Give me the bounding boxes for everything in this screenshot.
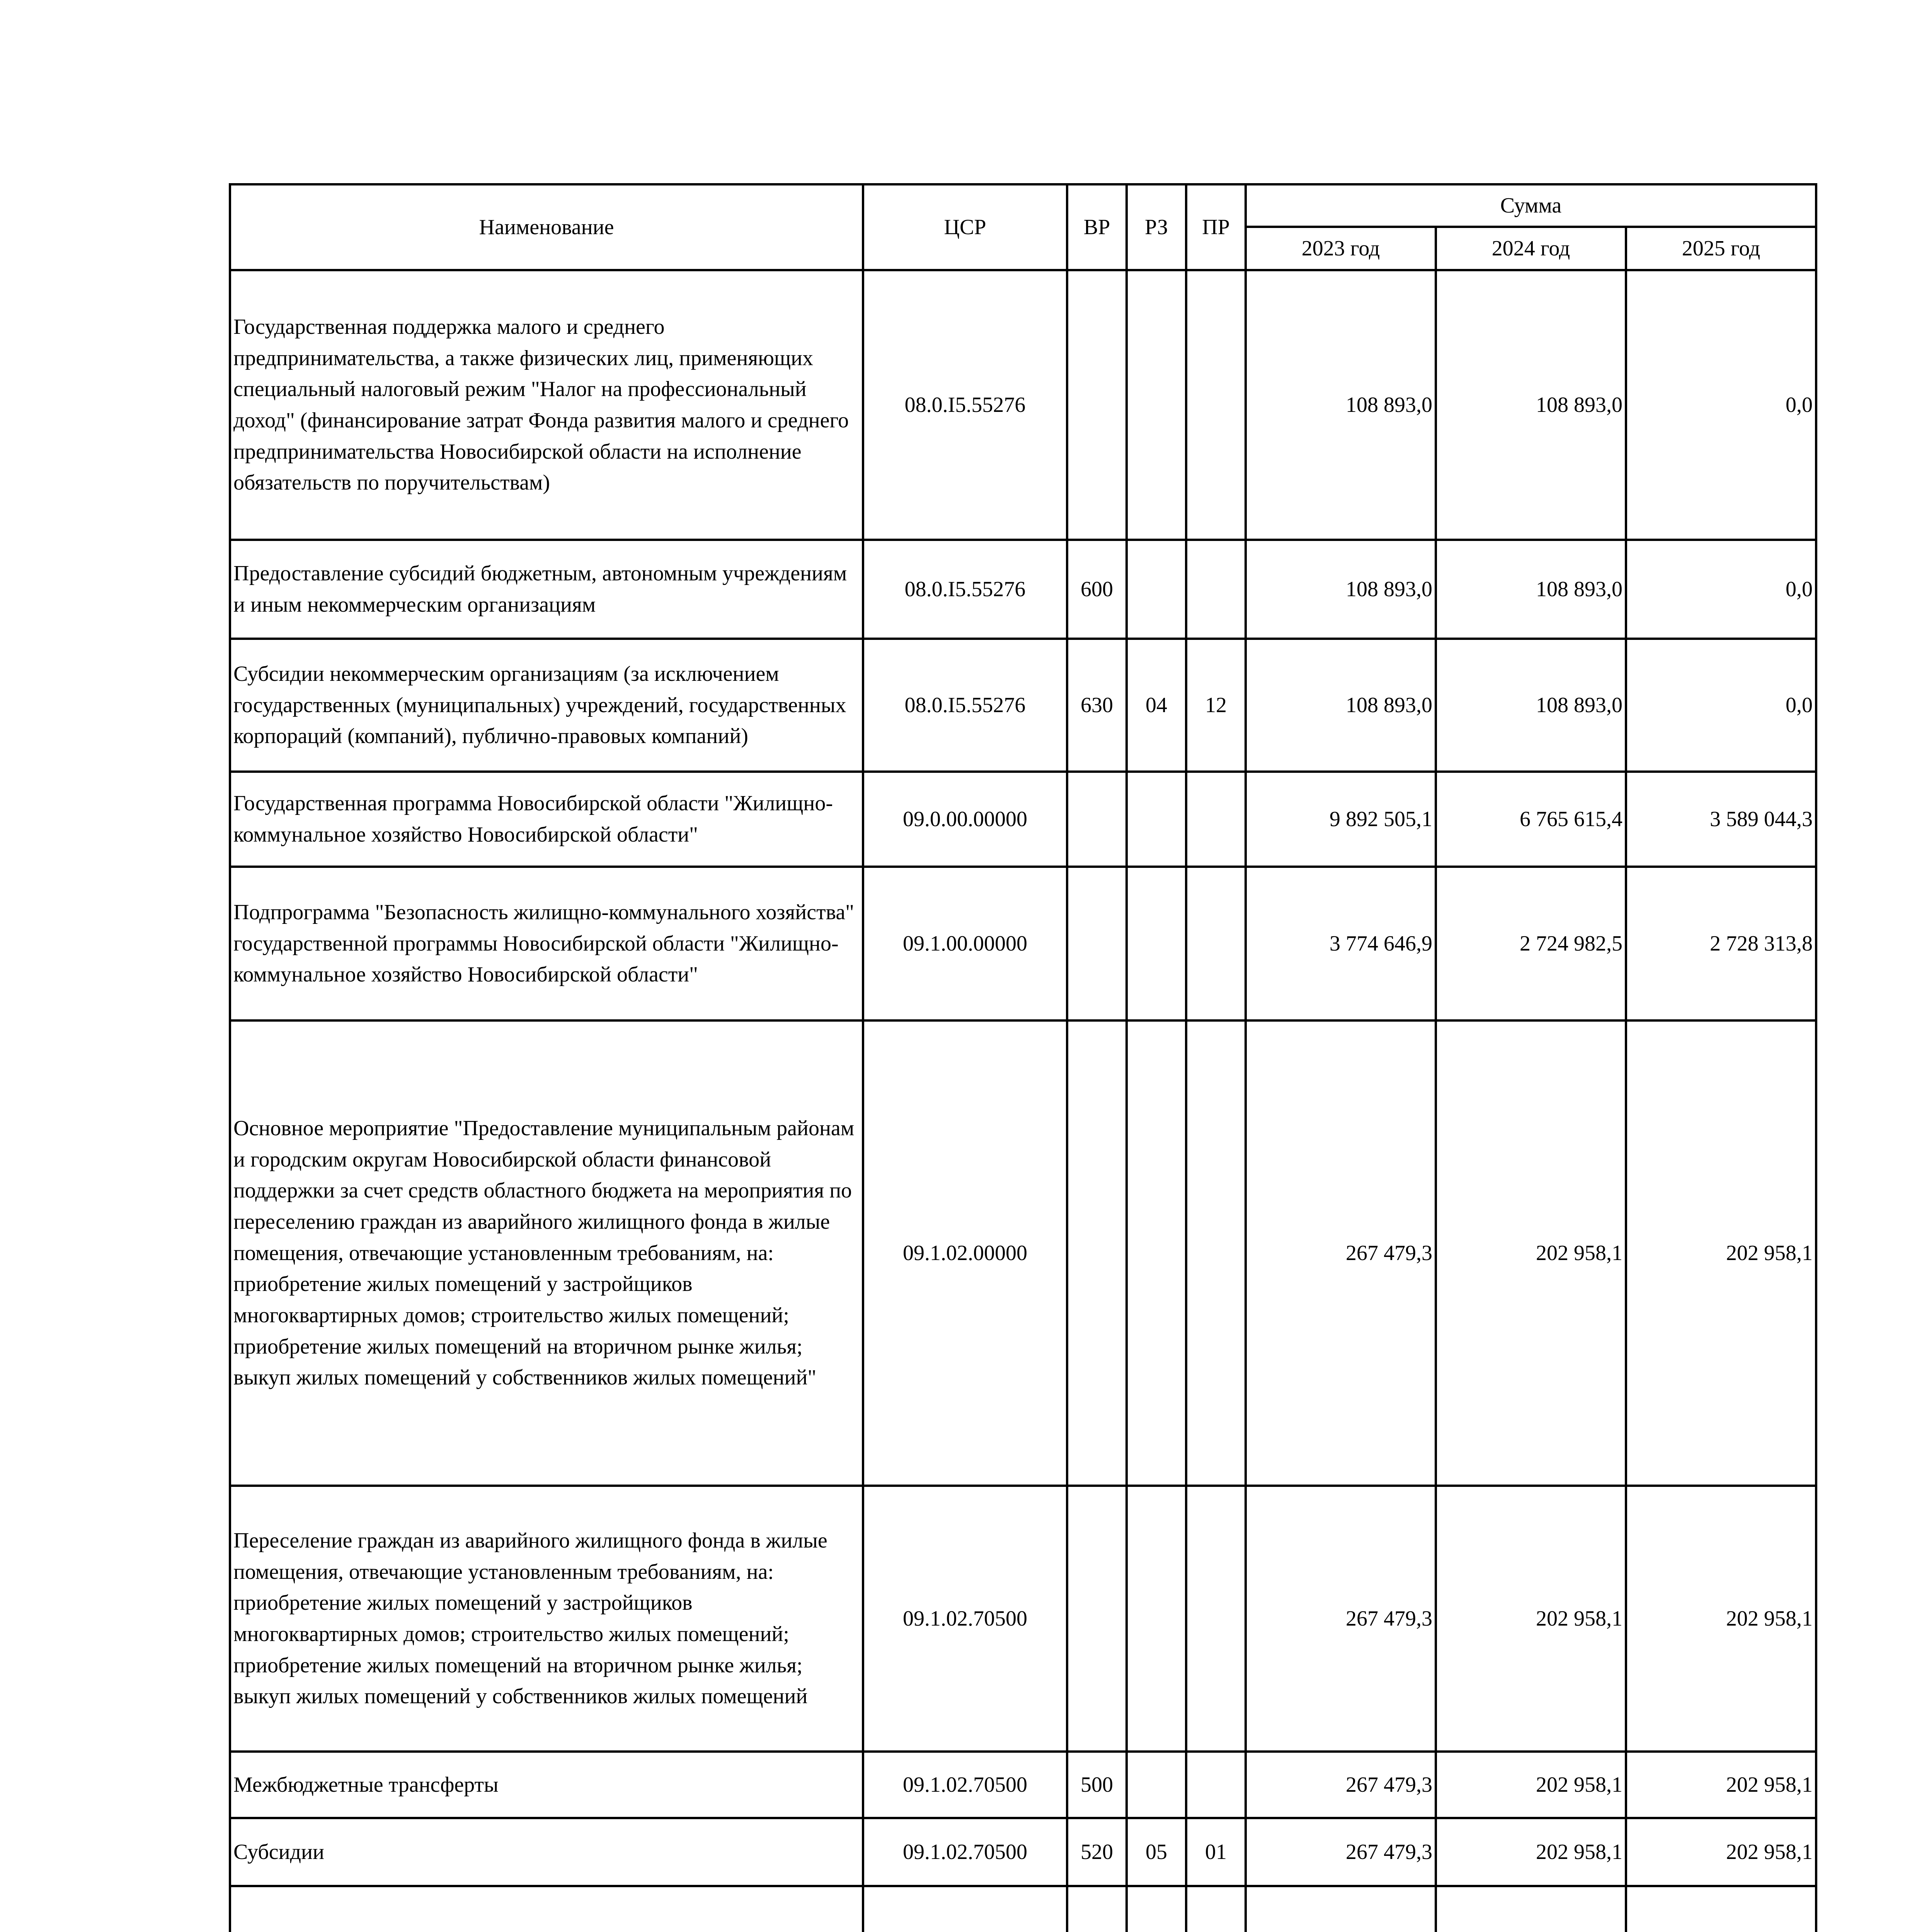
row-name: Субсидии	[230, 1818, 863, 1886]
row-pr: 12	[1186, 639, 1246, 772]
row-name: Субсидии некоммерческим организациям (за исключением государственных (муниципальных) учреждений, государственных корпораций (компаний), публично-правовых компаний)	[230, 639, 863, 772]
table-row	[230, 772, 1816, 867]
row-vr: 520	[1067, 1818, 1127, 1886]
table-row	[230, 540, 1816, 639]
row-csr: 09.0.00.00000	[863, 772, 1067, 867]
row-2025: 2 728 313,8	[1626, 867, 1816, 1020]
row-pr	[1186, 867, 1246, 1020]
row-csr: 08.0.I5.55276	[863, 639, 1067, 772]
row-name: Основное мероприятие "Предоставление муниципальным районам и городским округам Новосибирской области финансовой поддержки за счет средств областного бюджета на мероприятия по переселению граждан из аварийного жилищного фонда в жилые помещения, отвечающие установленным требованиям, на: приобретение жилых помещений у застройщиков многоквартирных домов; строительство жилых помещений; приобретение жилых помещений на вторичном рынке жилья; выкуп жилых помещений у собственников жилых помещений"	[230, 1020, 863, 1486]
row-name: Переселение граждан из аварийного жилищного фонда в жилые помещения, отвечающие установленным требованиям, на: приобретение жилых помещений у застройщиков многоквартирных домов; строительство жилых помещений; приобретение жилых помещений на вторичном рынке жилья; выкуп жилых помещений у собственников жилых помещений	[230, 1486, 863, 1752]
row-2024	[1436, 1886, 1626, 1932]
row-2025: 0,0	[1626, 639, 1816, 772]
header-sum: Сумма	[1246, 184, 1816, 227]
row-name: Государственная программа Новосибирской области "Жилищно-коммунальное хозяйство Новосибирской области"	[230, 772, 863, 867]
row-csr: 08.0.I5.55276	[863, 540, 1067, 639]
row-2024: 6 765 615,4	[1436, 772, 1626, 867]
row-vr	[1067, 1020, 1127, 1486]
row-2023: 267 479,3	[1246, 1818, 1436, 1886]
row-2025: 0,0	[1626, 540, 1816, 639]
header-vr: ВР	[1067, 184, 1127, 270]
row-2023: 267 479,3	[1246, 1486, 1436, 1752]
row-vr	[1067, 772, 1127, 867]
row-2023: 3 774 646,9	[1246, 867, 1436, 1020]
row-csr: 08.0.I5.55276	[863, 270, 1067, 540]
header-name: Наименование	[230, 184, 863, 270]
row-name: Межбюджетные трансферты	[230, 1752, 863, 1818]
row-2025	[1626, 1886, 1816, 1932]
row-pr	[1186, 772, 1246, 867]
row-rz	[1127, 1020, 1186, 1486]
row-rz	[1127, 270, 1186, 540]
row-csr: 09.1.00.00000	[863, 867, 1067, 1020]
budget-table	[229, 183, 1817, 1932]
row-rz: 05	[1127, 1818, 1186, 1886]
row-pr	[1186, 1486, 1246, 1752]
row-rz: 04	[1127, 639, 1186, 772]
row-2024: 202 958,1	[1436, 1752, 1626, 1818]
header-pr: ПР	[1186, 184, 1246, 270]
row-pr	[1186, 1752, 1246, 1818]
table-row	[230, 1886, 1816, 1932]
row-vr: 600	[1067, 540, 1127, 639]
table-row	[230, 1020, 1816, 1486]
table-row	[230, 1486, 1816, 1752]
row-2023: 108 893,0	[1246, 639, 1436, 772]
row-pr	[1186, 540, 1246, 639]
header-year-2025: 2025 год	[1626, 227, 1816, 270]
row-2025: 202 958,1	[1626, 1020, 1816, 1486]
table-row	[230, 1752, 1816, 1818]
row-csr: 09.1.02.70500	[863, 1752, 1067, 1818]
row-pr: 01	[1186, 1818, 1246, 1886]
row-2024: 202 958,1	[1436, 1020, 1626, 1486]
header-year-2024: 2024 год	[1436, 227, 1626, 270]
row-rz	[1127, 1886, 1186, 1932]
row-csr: 09.1.02.70500	[863, 1486, 1067, 1752]
row-rz	[1127, 540, 1186, 639]
row-2024: 108 893,0	[1436, 270, 1626, 540]
row-2024: 2 724 982,5	[1436, 867, 1626, 1020]
table-row	[230, 270, 1816, 540]
row-2023: 9 892 505,1	[1246, 772, 1436, 867]
header-csr: ЦСР	[863, 184, 1067, 270]
table-row	[230, 1818, 1816, 1886]
header-rz: РЗ	[1127, 184, 1186, 270]
row-2023: 267 479,3	[1246, 1752, 1436, 1818]
row-pr	[1186, 270, 1246, 540]
row-vr: 500	[1067, 1752, 1127, 1818]
table-row	[230, 867, 1816, 1020]
row-2025: 0,0	[1626, 270, 1816, 540]
row-2024: 202 958,1	[1436, 1486, 1626, 1752]
row-pr	[1186, 1020, 1246, 1486]
row-2024: 202 958,1	[1436, 1818, 1626, 1886]
row-name: Предоставление субсидий бюджетным, автономным учреждениям и иным некоммерческим организациям	[230, 540, 863, 639]
row-rz	[1127, 772, 1186, 867]
row-csr: 09.1.02.70500	[863, 1818, 1067, 1886]
row-vr	[1067, 867, 1127, 1020]
row-vr	[1067, 1486, 1127, 1752]
row-rz	[1127, 1752, 1186, 1818]
row-rz	[1127, 867, 1186, 1020]
row-2025: 202 958,1	[1626, 1752, 1816, 1818]
row-name: Подпрограмма "Безопасность жилищно-коммунального хозяйства" государственной программы Новосибирской области "Жилищно-коммунальное хозяйство Новосибирской области"	[230, 867, 863, 1020]
row-name: Государственная поддержка малого и среднего предпринимательства, а также физических лиц, применяющих специальный налоговый режим "Налог на профессиональный доход" (финансирование затрат Фонда развития малого и среднего предпринимательства Новосибирской области на исполнение обязательств по поручительствам)	[230, 270, 863, 540]
row-2025: 202 958,1	[1626, 1486, 1816, 1752]
row-2023: 267 479,3	[1246, 1020, 1436, 1486]
row-2024: 108 893,0	[1436, 540, 1626, 639]
row-csr	[863, 1886, 1067, 1932]
table-row	[230, 639, 1816, 772]
row-2024: 108 893,0	[1436, 639, 1626, 772]
row-vr	[1067, 1886, 1127, 1932]
row-pr	[1186, 1886, 1246, 1932]
row-2025: 202 958,1	[1626, 1818, 1816, 1886]
row-csr: 09.1.02.00000	[863, 1020, 1067, 1486]
row-name	[230, 1886, 863, 1932]
row-2023: 108 893,0	[1246, 270, 1436, 540]
row-vr: 630	[1067, 639, 1127, 772]
row-vr	[1067, 270, 1127, 540]
header-year-2023: 2023 год	[1246, 227, 1436, 270]
row-2025: 3 589 044,3	[1626, 772, 1816, 867]
row-rz	[1127, 1486, 1186, 1752]
row-2023	[1246, 1886, 1436, 1932]
row-2023: 108 893,0	[1246, 540, 1436, 639]
